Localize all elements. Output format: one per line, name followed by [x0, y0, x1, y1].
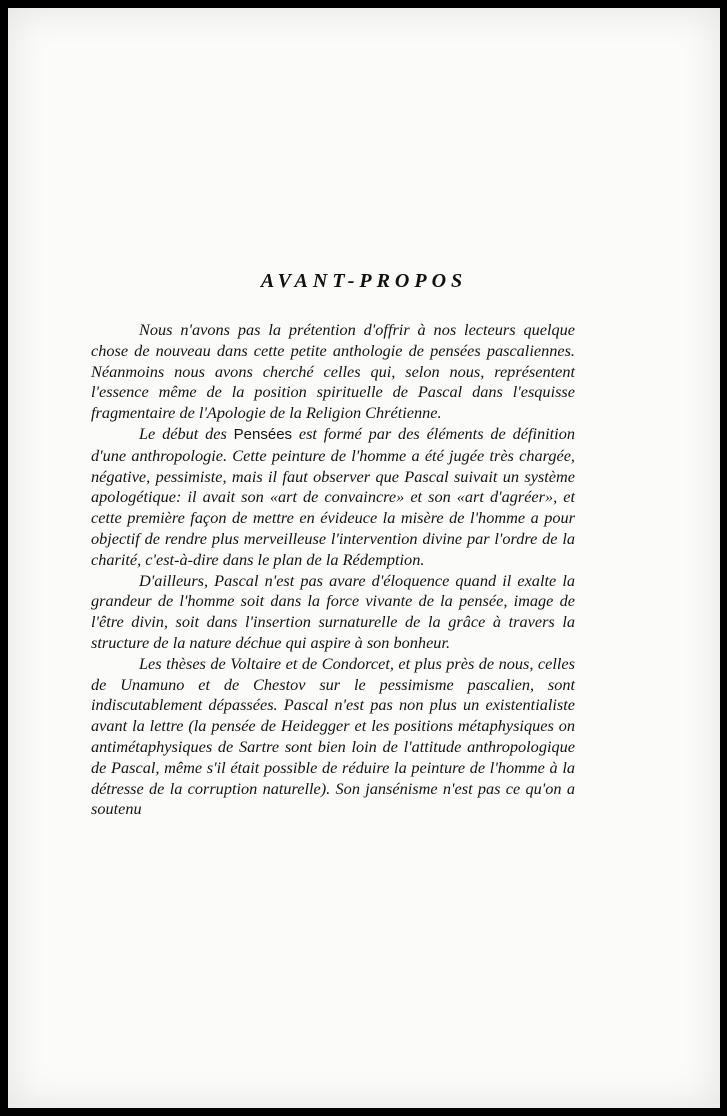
- paragraph-2-text-end: est formé par des éléments de définition d'une anthropologie. Cette peinture de l'homme a été jugée très chargée, négative, pessimiste, mais il faut observer que Pascal suivait un système apologétique: il avait son «art de convaincre» et son «art d'agréer», et cette première façon de mettre en évideuce la misère de l'homme a pour objectif de rendre plus merveilleuse l'intervention divine par l'ordre de la charité, c'est-à-dire dans le plan de la Rédemption.: [91, 423, 575, 569]
- paragraph-1: [91, 320, 575, 424]
- paragraph-2-text-start: Le début des: [139, 423, 234, 443]
- body-text: [91, 320, 575, 820]
- paragraph-2: [91, 424, 575, 571]
- paragraph-1-text: Nous n'avons pas la prétention d'offrir à nos lecteurs quelque chose de nouveau dans cette petite anthologie de pensées pascaliennes. Néanmoins nous avons cherché celles qui, selon nous, représentent l'essence même de la position spirituelle de Pascal dans l'esquisse fragmentaire de l'Apologie de la Religion Chrétienne.: [91, 320, 575, 423]
- paragraph-4-text: Les thèses de Voltaire et de Condorcet, et plus près de nous, celles de Unamuno et de Chestov sur le pessimisme pascalien, sont indiscutablement dépassées. Pascal n'est pas non plus un existentialiste avant la lettre (la pensée de Heidegger et les positions métaphysiques on antimétaphysiques de Sartre sont bien loin de l'attitude anthropologique de Pascal, même s'il était possible de réduire la peinture de l'homme à la détresse de la corruption naturelle). Son jansénisme n'est pas ce qu'on a soutenu: [91, 653, 575, 819]
- paragraph-3: [91, 571, 575, 654]
- paragraph-4: [91, 654, 575, 820]
- book-page: [8, 8, 720, 1108]
- page-heading: AVANT-PROPOS: [260, 270, 468, 292]
- book-title-pensees: Pensées: [233, 425, 293, 443]
- paragraph-3-text: D'ailleurs, Pascal n'est pas avare d'éloquence quand il exalte la grandeur de l'homme soit dans la force vivante de la pensée, image de l'être divin, soit dans l'insertion surnaturelle de la grâce à travers la structure de la nature déchue qui aspire à son bonheur.: [91, 570, 575, 652]
